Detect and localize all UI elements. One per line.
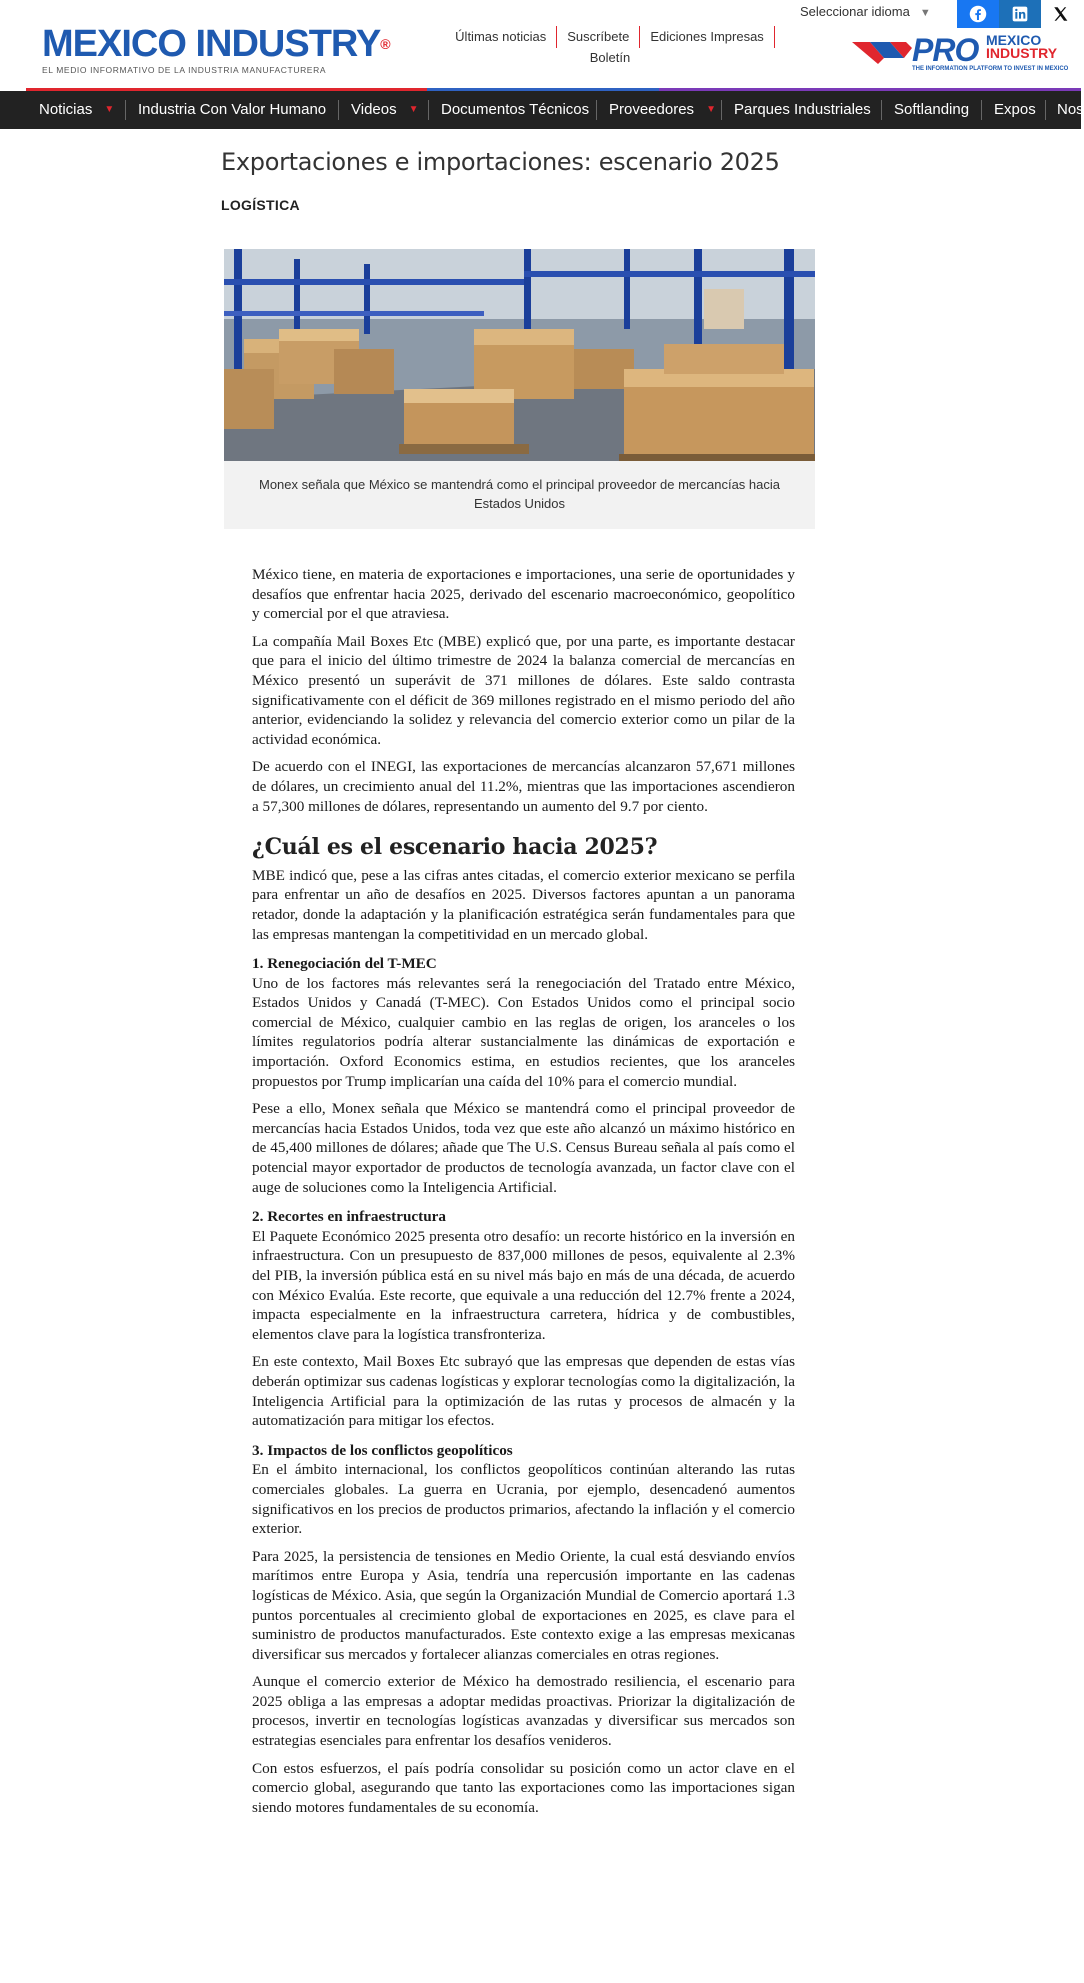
paragraph: Pese a ello, Monex señala que México se mantendrá como el principal proveedor de mercancías hacia Estados Unidos, toda vez que este año alcanzó un máximo histórico en de 45,400 millones de dólares; añade que The U.S. Census Bureau señala al país como el potencial mayor exportador de productos de tecnología avanzada, un factor clave con el auge de soluciones como la Inteligencia Artificial. [252,1100,795,1196]
nav-item-videos[interactable] [351,91,419,129]
pro-industry-word: INDUSTRY [986,45,1058,61]
nav-item-parques-industriales[interactable] [734,91,871,129]
pro-mexico-word: MEXICO [986,32,1042,48]
paragraph: En este contexto, Mail Boxes Etc subrayó que las empresas que dependen de estas vías deberán optimizar sus cadenas logísticas y explorar tecnologías como la digitalización, la Inteligencia Artificial para la optimización de las rutas y procesos de almacén y la automatización para mitigar los efectos. [252,1353,795,1430]
chevron-down-icon: ▼ [919,7,931,19]
paragraph: Para 2025, la persistencia de tensiones en Medio Oriente, la cual está desviando envíos marítimos entre Europa y Asia, tendría una repercusión importante en las cadenas logísticas de México. Asia, que según la Organización Mundial de Comercio aportará 1.3 puntos porcentuales al crecimiento global de exportaciones en 2025, es clave para el suministro de productos manufacturados. Este contexto exige a las empresas mexicanas diversificar sus mercados y fortalecer alianzas comerciales en otras regiones. [252,1547,795,1663]
nav-item-noticias[interactable] [39,91,114,129]
language-selector[interactable] [800,0,931,24]
paragraph: De acuerdo con el INEGI, las exportaciones de mercancías alcanzaron 57,671 millones de dólares, un crecimiento anual del 11.2%, mientras que las importaciones ascendieron a 57,300 millones de dólares, representando un aumento del 9.7 por ciento. [252,758,795,815]
paragraph: Con estos esfuerzos, el país podría consolidar su posición como un actor clave en el comercio global, asegurando que tanto las exportaciones como las importaciones sigan siendo motores fundamentales de su economía. [252,1759,795,1816]
nav-label: Parques Industriales [734,101,871,118]
x-twitter-icon[interactable] [1041,0,1081,28]
dropdown-caret-icon: ▼ [104,104,115,116]
warehouse-boxes-photo [224,249,815,461]
logo-text-mexico: MEXICO [42,23,186,65]
nav-separator [428,100,429,120]
pro-mexico-industry-logo[interactable] [850,32,1081,72]
nav-separator [881,100,882,120]
article-body [252,565,795,1825]
site-header [0,0,1081,90]
nav-separator [1045,100,1046,120]
subheading-infraestructura: 2. Recortes en infraestructura [252,1208,446,1226]
latest-news-link[interactable]: Últimas noticias [445,26,557,48]
pro-tagline: THE INFORMATION PLATFORM TO INVEST IN MEXICO [912,66,1069,72]
subscribe-link[interactable]: Suscríbete [557,26,640,48]
nav-separator [981,100,982,120]
pro-text: PRO [912,32,979,68]
main-nav [0,91,1084,129]
nav-label: Documentos Técnicos [441,101,590,118]
nav-label: Expos [994,101,1036,118]
facebook-icon[interactable] [957,0,999,28]
dropdown-caret-icon: ▼ [706,104,716,116]
nav-separator [125,100,126,120]
nav-item-softlanding[interactable] [894,91,969,129]
article-title: Exportaciones e importaciones: escenario 2025 [221,148,780,176]
subheading-geopolitica: 3. Impactos de los conflictos geopolíticos [252,1441,513,1459]
article-figure [224,249,815,529]
paragraph: En el ámbito internacional, los conflictos geopolíticos continúan alterando las rutas comerciales globales. La guerra en Ucrania, por ejemplo, desencadenó aumentos significativos en los precios de productos primarios, afectando la inflación y el comercio exterior. [252,1461,795,1538]
nav-label: Noticias [39,101,93,118]
linkedin-icon[interactable] [999,0,1041,28]
nav-item-industria-valor-humano[interactable] [138,91,326,129]
language-label: Seleccionar idioma [800,4,910,19]
logo-tagline: EL MEDIO INFORMATIVO DE LA INDUSTRIA MANUFACTURERA [42,65,327,75]
section-heading: ¿Cuál es el escenario hacia 2025? [252,834,658,861]
nav-label: Proveedores [609,101,695,118]
top-links [440,26,780,68]
print-editions-link[interactable]: Ediciones Impresas [640,26,774,48]
pro-mexico-industry-text [986,34,1057,60]
nav-label: Nos [1057,101,1084,118]
paragraph: MBE indicó que, pese a las cifras antes citadas, el comercio exterior mexicano se perfila para enfrentar un año de desafíos en 2025. Diversos factores apuntan a un panorama retador, donde la adaptación y la planificación estratégica serán fundamentales para que las empresas mantengan la competitividad en un mercado global. [252,866,795,943]
paragraph: Uno de los factores más relevantes será la renegociación del Tratado entre México, Estados Unidos y Canadá (T-MEC). Con Estados Unidos como el principal socio comercial de México, cualquier cambio en las reglas de origen, los aranceles o los límites regulatorios podría alterar sustancialmente las dinámicas de exportación e importación. Oxford Economics estima, en estudios recientes, que los aranceles propuestos por Trump implicarían una caída del 10% para el comercio mundial. [252,974,795,1090]
image-caption: Monex señala que México se mantendrá como el principal proveedor de mercancías hacia Estados Unidos [258,477,780,511]
site-logo[interactable]: MEXICO INDUSTRY® EL MEDIO INFORMATIVO DE LA INDUSTRIA MANUFACTURERA [42,23,390,75]
warehouse-illustration [224,249,815,461]
nav-label: Industria Con Valor Humano [138,101,327,118]
bulletin-link[interactable]: Boletín [589,50,631,65]
nav-item-expos[interactable] [994,91,1036,129]
nav-item-documentos-tecnicos[interactable] [441,91,589,129]
nav-separator [721,100,722,120]
nav-item-nosotros[interactable] [1057,91,1084,129]
pro-logo-chevron-icon [850,36,912,66]
paragraph: México tiene, en materia de exportaciones e importaciones, una serie de oportunidades y desafíos que enfrentar hacia 2025, derivado del escenario macroeconómico, geopolítico y comercial por el que atraviesa. [252,566,795,623]
nav-label: Videos [351,101,397,118]
subheading-tmec: 1. Renegociación del T-MEC [252,955,437,973]
nav-label: Softlanding [894,101,970,118]
nav-item-proveedores[interactable] [609,91,716,129]
dropdown-caret-icon: ▼ [408,104,419,116]
logo-text-industry: INDUSTRY [195,23,381,65]
nav-separator [338,100,339,120]
article-category[interactable]: LOGÍSTICA [221,197,300,213]
nav-separator [596,100,597,120]
paragraph: La compañía Mail Boxes Etc (MBE) explicó que, por una parte, es importante destacar que para el inicio del último trimestre de 2024 la balanza comercial de mercancías en México presentó un superávit de 371 millones de dólares. Este saldo contrasta significativamente con el déficit de 369 millones registrado en el mismo periodo del año anterior, evidenciando la solidez y relevancia del comercio exterior como un pilar de la actividad económica. [252,632,795,748]
paragraph: El Paquete Económico 2025 presenta otro desafío: un recorte histórico en la inversión en infraestructura. Con un presupuesto de 837,000 millones de pesos, equivalente al 2.3% del PIB, la inversión pública está en su nivel más bajo en más de una década, de acuerdo con México Evalúa. Este recorte, que equivale a una reducción del 12.7% frente a 2024, impacta especialmente en la infraestructura carretera, hídrica y de combustibles, elementos clave para la logística transfronteriza. [252,1227,795,1343]
paragraph: Aunque el comercio exterior de México ha demostrado resiliencia, el escenario para 2025 obliga a las empresas a adoptar medidas proactivas. Priorizar la digitalización de procesos, invertir en tecnologías logísticas avanzadas y diversificar sus mercados son estrategias esenciales para enfrentar los desafíos venideros. [252,1673,795,1750]
